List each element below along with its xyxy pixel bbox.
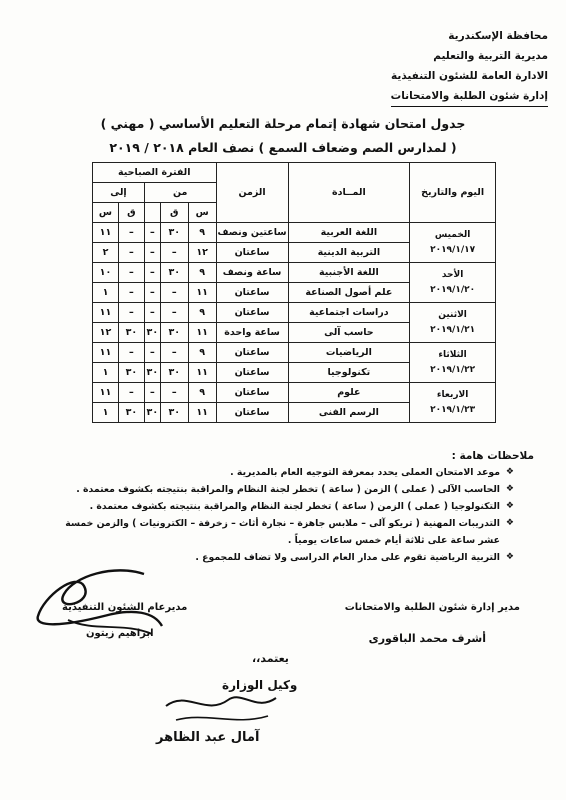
- from-minute-cell: –: [160, 283, 188, 303]
- to-hour-cell: ١١: [93, 343, 119, 363]
- bullet-icon: ❖: [505, 552, 514, 562]
- from-minute-cell: –: [160, 243, 188, 263]
- date-label: ٢٠١٩/١/٢٢: [430, 364, 476, 375]
- from-minute-cell: ٣٠: [160, 223, 188, 243]
- from-minute-cell: ٣٠: [160, 263, 188, 283]
- from-hour-cell: ١١: [188, 323, 216, 343]
- table-row: [93, 343, 496, 363]
- separator-cell: –: [144, 303, 160, 323]
- note-item: [44, 498, 514, 515]
- duration-cell: ساعتان: [216, 303, 288, 323]
- separator-cell: –: [144, 283, 160, 303]
- from-hour-cell: ٩: [188, 383, 216, 403]
- document-title: جدول امتحان شهادة إتمام مرحلة التعليم الأساسي ( مهني ): [100, 116, 466, 131]
- note-item: [44, 481, 514, 498]
- subject-cell: دراسات اجتماعية: [288, 303, 410, 323]
- day-date-cell: [410, 303, 496, 343]
- note-item: [44, 464, 514, 481]
- to-minute-cell: –: [118, 383, 144, 403]
- exam-schedule-table: [92, 162, 496, 423]
- from-minute-cell: –: [160, 303, 188, 323]
- separator-cell: –: [144, 243, 160, 263]
- left-signatory-name: ابراهيم زيتون: [86, 628, 154, 639]
- note-text: التربية الرياضية تقوم على مدار العام الدراسى ولا تضاف للمجموع .: [195, 552, 500, 563]
- day-label: الأحد: [441, 269, 464, 280]
- from-minute-cell: ٣٠: [160, 363, 188, 383]
- schedule-body: [93, 223, 496, 423]
- from-hour-cell: ١١: [188, 403, 216, 423]
- date-label: ٢٠١٩/١/١٧: [430, 244, 476, 255]
- subject-cell: الرسم الفنى: [288, 403, 410, 423]
- header-subject: المــادة: [288, 163, 410, 223]
- duration-cell: ساعتان: [216, 343, 288, 363]
- separator-cell: ٣٠: [144, 363, 160, 383]
- to-hour-cell: ١١: [93, 303, 119, 323]
- to-hour-cell: ١٢: [93, 323, 119, 343]
- from-hour-cell: ١٢: [188, 243, 216, 263]
- day-label: الاربعاء: [436, 389, 469, 400]
- bullet-icon: ❖: [505, 501, 514, 511]
- subject-cell: اللغة العربية: [288, 223, 410, 243]
- duration-cell: ساعتان: [216, 283, 288, 303]
- handwritten-signature: [146, 676, 296, 736]
- to-hour-cell: ١١: [93, 383, 119, 403]
- day-label: الخميس: [434, 229, 471, 240]
- header-morning-period: الفترة الصباحية: [93, 163, 217, 183]
- letterhead-line: الادارة العامة للشئون التنفيذية: [391, 70, 548, 82]
- to-minute-cell: –: [118, 343, 144, 363]
- to-minute-cell: –: [118, 243, 144, 263]
- table-row: [93, 303, 496, 323]
- left-signatory-title: مديرعام الشئون التنفيذية: [62, 602, 188, 613]
- subject-cell: اللغة الأجنبية: [288, 263, 410, 283]
- note-text: التدريبات المهنية ( تريكو آلى – ملابس جاهزة – نجارة أثاث – زخرفة – الكترونيات ) والزمن خمسة عشر ساعة على ثلاثة أيام خمس ساعات يومياً .: [65, 518, 500, 546]
- separator-cell: –: [144, 223, 160, 243]
- to-hour-cell: ١١: [93, 223, 119, 243]
- duration-cell: ساعتان: [216, 243, 288, 263]
- subject-cell: تكنولوجيا: [288, 363, 410, 383]
- table-row: [93, 383, 496, 403]
- from-minute-cell: ٣٠: [160, 323, 188, 343]
- letterhead: [391, 26, 548, 107]
- notes-heading: ملاحظات هامة :: [451, 450, 534, 462]
- day-label: الاثنين: [438, 309, 467, 320]
- letterhead-line: محافظة الإسكندرية: [448, 30, 548, 42]
- from-hour-cell: ١١: [188, 283, 216, 303]
- to-minute-cell: –: [118, 263, 144, 283]
- date-label: ٢٠١٩/١/٢١: [430, 324, 476, 335]
- to-minute-cell: –: [118, 223, 144, 243]
- subject-cell: الرياضيات: [288, 343, 410, 363]
- to-minute-cell: –: [118, 303, 144, 323]
- deputy-name: آمال عبد الظاهر: [156, 730, 260, 745]
- to-minute-cell: ٣٠: [118, 363, 144, 383]
- to-hour-cell: ٢: [93, 243, 119, 263]
- separator-cell: –: [144, 343, 160, 363]
- duration-cell: ساعة ونصف: [216, 263, 288, 283]
- from-minute-cell: ٣٠: [160, 403, 188, 423]
- header-from: من: [144, 183, 216, 203]
- separator-cell: ٣٠: [144, 403, 160, 423]
- table-row: [93, 223, 496, 243]
- note-text: الحاسب الآلى ( عملى ) الزمن ( ساعة ) تخطر لجنة النظام والمراقبة بنتيجته بكشوف معتمدة .: [76, 484, 500, 495]
- letterhead-line: إدارة شئون الطلبة والامتحانات: [391, 86, 548, 107]
- letterhead-line: مديرية التربية والتعليم: [433, 50, 548, 62]
- header-to-s: س: [93, 203, 119, 223]
- day-label: الثلاثاء: [438, 349, 467, 360]
- header-gap: [144, 203, 160, 223]
- to-minute-cell: –: [118, 283, 144, 303]
- subject-cell: علوم: [288, 383, 410, 403]
- to-hour-cell: ١: [93, 403, 119, 423]
- header-day-date: اليوم والتاريخ: [410, 163, 496, 223]
- to-minute-cell: ٣٠: [118, 403, 144, 423]
- notes-list: [44, 464, 514, 566]
- separator-cell: ٣٠: [144, 323, 160, 343]
- from-hour-cell: ٩: [188, 263, 216, 283]
- duration-cell: ساعة واحدة: [216, 323, 288, 343]
- document-subtitle: ( لمدارس الصم وضعاف السمع ) نصف العام ٢٠١٨ / ٢٠١٩: [109, 140, 457, 155]
- day-date-cell: [410, 223, 496, 263]
- date-label: ٢٠١٩/١/٢٠: [430, 284, 476, 295]
- from-hour-cell: ١١: [188, 363, 216, 383]
- duration-cell: ساعتان: [216, 403, 288, 423]
- day-date-cell: [410, 263, 496, 303]
- from-minute-cell: –: [160, 343, 188, 363]
- subject-cell: حاسب آلى: [288, 323, 410, 343]
- approval-mark: يعتمد،،: [252, 652, 289, 665]
- separator-cell: –: [144, 383, 160, 403]
- note-text: التكنولوجيا ( عملى ) الزمن ( ساعة ) تخطر لجنة النظام والمراقبة بنتيجته بكشوف معتمدة .: [89, 501, 500, 512]
- header-duration: الزمن: [216, 163, 288, 223]
- header-to-q: ق: [118, 203, 144, 223]
- bullet-icon: ❖: [505, 467, 514, 477]
- from-minute-cell: –: [160, 383, 188, 403]
- table-row: [93, 263, 496, 283]
- subject-cell: التربية الدينية: [288, 243, 410, 263]
- duration-cell: ساعتان: [216, 363, 288, 383]
- to-hour-cell: ١٠: [93, 263, 119, 283]
- deputy-title: وكيل الوزارة: [222, 678, 298, 692]
- to-hour-cell: ١: [93, 363, 119, 383]
- bullet-icon: ❖: [505, 484, 514, 494]
- duration-cell: ساعتين ونصف: [216, 223, 288, 243]
- from-hour-cell: ٩: [188, 223, 216, 243]
- header-to: إلى: [93, 183, 145, 203]
- to-hour-cell: ١: [93, 283, 119, 303]
- separator-cell: –: [144, 263, 160, 283]
- from-hour-cell: ٩: [188, 303, 216, 323]
- note-item: [44, 515, 514, 549]
- handwritten-signature: [24, 556, 174, 646]
- duration-cell: ساعتان: [216, 383, 288, 403]
- to-minute-cell: ٣٠: [118, 323, 144, 343]
- subject-cell: علم أصول الصناعة: [288, 283, 410, 303]
- right-signatory-title: مدير إدارة شئون الطلبة والامتحانات: [344, 602, 520, 613]
- day-date-cell: [410, 343, 496, 383]
- from-hour-cell: ٩: [188, 343, 216, 363]
- right-signatory-name: أشرف محمد الباقورى: [368, 632, 486, 645]
- bullet-icon: ❖: [505, 518, 514, 528]
- header-from-q: ق: [160, 203, 188, 223]
- day-date-cell: [410, 383, 496, 423]
- header-from-s: س: [188, 203, 216, 223]
- date-label: ٢٠١٩/١/٢٣: [430, 404, 476, 415]
- note-text: موعد الامتحان العملى يحدد بمعرفة التوجيه العام بالمديرية .: [230, 467, 500, 478]
